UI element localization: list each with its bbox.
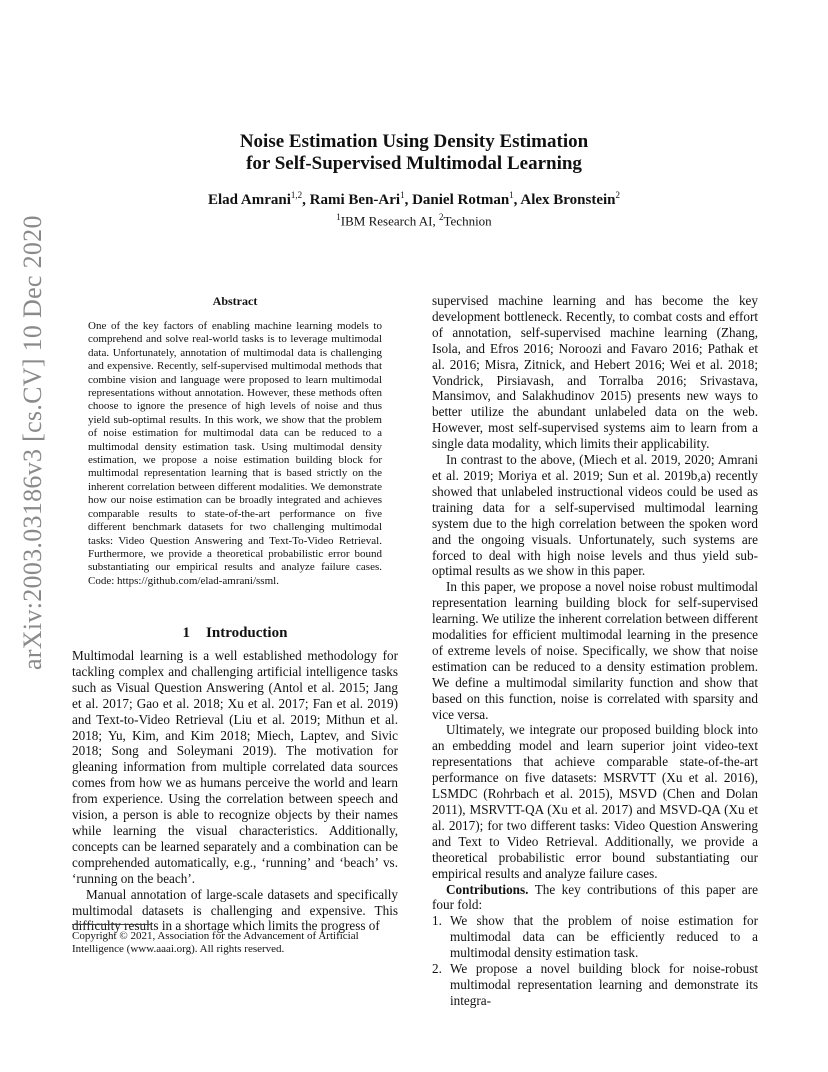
title-line-2: for Self-Supervised Multimodal Learning [246, 153, 582, 174]
author-name: Daniel Rotman [412, 192, 510, 208]
copyright-footnote: Copyright © 2021, Association for the Advancement of Artificial Intelligence (www.aaai.org). All rights reserved. [72, 930, 359, 955]
left-column [72, 648, 398, 934]
contributions-list [432, 913, 758, 1008]
intro-paragraph-1: Multimodal learning is a well established methodology for tackling complex and challenging artificial intelligence tasks such as Visual Question Answering (Antol et al. 2015; Jang et al. 2017; Gao et al. 2018; Xu et al. 2017; Fan et al. 2019) and Text-to-Video Retrieval (Liu et al. 2019; Mithun et al. 2018; Yu, Kim, and Kim 2018; Miech, Laptev, and Sivic 2018; Song and Soleymani 2019). The motivation for gleaning information from multiple correlated data sources comes from how we as humans perceive the world and learn from experience. Using the correlation between speech and vision, a person is able to recognize objects by their names while learning the visual characteristics. Additionally, concepts can be learned separately and a combination can be comprehended automatically, e.g., ‘running’ and ‘beach’ vs. ‘running on the beach’. [72, 648, 398, 886]
author-name: Elad Amrani [207, 192, 291, 208]
list-item-text: We propose a novel building block for noise-robust multimodal representation learning and demonstrate its integra- [450, 961, 758, 1008]
list-item [432, 961, 758, 1009]
footnote-rule [72, 924, 152, 925]
section-number: 1 [182, 625, 191, 641]
author-affil-sup: 2 [615, 190, 621, 200]
contributions-heading: Contributions. [446, 881, 529, 897]
affil-sup: 2 [439, 212, 444, 222]
author-affil-sup: 1,2 [290, 190, 303, 200]
body-paragraph: supervised machine learning and has become the key development bottleneck. Recently, to combat costs and effort of annotation, self-supervised machine learning (Zhang, Isola, and Efros 2016; Noroozi and Favaro 2016; Pathak et al. 2016; Misra, Zitnick, and Hebert 2016; Wei et al. 2018; Vondrick, Pirsiavash, and Torralba 2016; Srivastava, Mansimov, and Salakhudinov 2015) presents new ways to better utilize the abundant unlabeled data on the web. However, most self-supervised systems aim to learn from a single data modality, which limits their applicability. [432, 293, 758, 452]
arxiv-stamp: arXiv:2003.03186v3 [cs.CV] 10 Dec 2020 [18, 215, 47, 670]
body-paragraph: Ultimately, we integrate our proposed building block into an embedding model and learn superior joint video-text representations that achieve comparable state-of-the-art performance on five datasets: MSRVTT (Xu et al. 2016), LSMDC (Rohrbach et al. 2015), MSVD (Chen and Dolan 2011), MSRVTT-QA (Xu et al. 2017) and MSVD-QA (Xu et al. 2017); for two different tasks: Video Question Answering and Text to Video Retrieval. Additionally, we provide a theoretical probabilistic error bound substantiating our empirical results and analyze failure cases. [432, 722, 758, 881]
list-number: 1. [432, 913, 442, 929]
list-item [432, 913, 758, 961]
contributions-paragraph [432, 882, 758, 914]
section-heading [72, 625, 398, 642]
affil-name: Technion [443, 213, 492, 229]
list-item-text: We show that the problem of noise estimation for multimodal data can be efficiently reduced to a multimodal density estimation task. [450, 913, 758, 961]
author-name: Rami Ben-Ari [309, 192, 401, 208]
author-name: Alex Bronstein [520, 192, 616, 208]
author-affil-sup: 1 [400, 190, 405, 200]
section-title: Introduction [206, 625, 288, 641]
affil-name: IBM Research AI [340, 213, 433, 229]
author-affil-sup: 1 [509, 190, 514, 200]
affil-sup: 1 [336, 212, 341, 222]
abstract-heading: Abstract [212, 294, 258, 308]
abstract-body: One of the key factors of enabling machine learning models to comprehend and solve real-world tasks is to leverage multimodal data. Unfortunately, annotation of multimodal data is challenging and expensive. Recently, self-supervised multimodal methods that combine vision and language were proposed to learn multimodal representations without annotation. However, these methods often choose to ignore the presence of high levels of noise and thus yield sub-optimal results. In this work, we show that the problem of noise estimation for multimodal data can be reduced to a multimodal density estimation task. Using multimodal density estimation, we propose a noise estimation building block for multimodal representation learning that is based strictly on the inherent correlation between different modalities. We demonstrate how our noise estimation can be broadly integrated and achieves comparable results to state-of-the-art performance on five different benchmark datasets for two challenging multimodal tasks: Video Question Answering and Text-To-Video Retrieval. Furthermore, we provide a theoretical probabilistic error bound substantiating our empirical results and analyze failure cases. Code: https://github.com/elad-amrani/ssml. [88, 320, 382, 587]
paper-title [0, 131, 828, 175]
body-paragraph: In contrast to the above, (Miech et al. 2019, 2020; Amrani et al. 2019; Moriya et al. 2019; Sun et al. 2019b,a) recently showed that unlabeled instructional videos could be used as training data for a self-supervised multimodal learning system due to the high correlation between the spoken word and the ongoing visuals. Unfortunately, such systems are forced to deal with high noise levels and thus yield sub-optimal results as we show in this paper. [432, 452, 758, 579]
right-column [432, 293, 758, 1009]
body-paragraph: In this paper, we propose a novel noise robust multimodal representation learning building block for self-supervised learning. We utilize the inherent correlation between different modalities for efficient multimodal learning in the presence of extreme levels of noise. Specifically, we show that noise estimation can be reduced to a density estimation problem. We define a multimodal similarity function and show that based on this function, noise is correlated with sparsity and vice versa. [432, 579, 758, 722]
author-list: Elad Amrani$^{1,2}$, Rami Ben-Ari$^1$, Daniel Rotman$^1$, Alex Bronstein$^2$ [207, 190, 621, 208]
contributions-intro: The key contributions of this paper are four fold: [432, 881, 759, 913]
list-number: 2. [432, 961, 442, 977]
affiliations: $^1$IBM Research AI, $^2$Technion [336, 212, 492, 229]
title-line-1: Noise Estimation Using Density Estimation [239, 131, 589, 152]
intro-paragraph-2: Manual annotation of large-scale datasets and specifically multimodal datasets is challenging and expensive. This difficulty results in a shortage which limits the progress of [72, 886, 398, 934]
